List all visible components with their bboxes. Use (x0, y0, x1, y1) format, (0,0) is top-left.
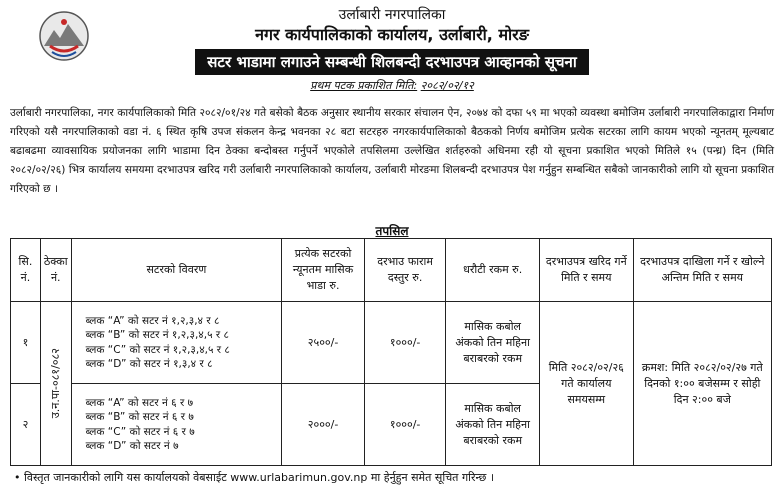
header (0, 6, 784, 93)
header-contract-no: ठेक्का नं. (40, 239, 71, 302)
deposit: मासिक कबोल अंकको तिन महिना बराबरको रकम (446, 302, 540, 384)
table-row (11, 302, 772, 384)
shutter-list (71, 302, 282, 384)
header-min-rent: प्रत्येक सटरको न्यूनतम मासिक भाडा रु. (282, 239, 365, 302)
purchase-deadline: मिति २०८२/०२/२६ गते कार्यालय समयसम्म (539, 302, 633, 466)
form-fee: १०००/- (364, 384, 446, 466)
header-submission-deadline: दरभाउपत्र दाखिला गर्ने र खोल्ने अन्तिम मिति र समय (633, 239, 771, 302)
footer-note-text: विस्तृत जानकारीको लागि यस कार्यालयको वेबसाईट www.urlabarimun.gov.np मा हेर्नुहुन समेत सूचित गरिन्छ । (24, 471, 495, 484)
row-sn: २ (11, 384, 41, 466)
row-sn: १ (11, 302, 41, 384)
header-shutter-details: सटरको विवरण (71, 239, 282, 302)
first-published-label: प्रथम पटक प्रकाशित मिति: (310, 79, 418, 92)
municipality-name: उर्लाबारी नगरपालिका (338, 7, 446, 23)
first-published-date: २०८२/०२/१२ (420, 79, 474, 92)
notice-body: उर्लाबारी नगरपालिका, नगर कार्यपालिकाको मिति २०८२/०१/२४ गते बसेको बैठक अनुसार स्थानीय सरकार संचालन ऐन, २०७४ को दफा ५९ मा भएको व्यवस्था बमोजिम उर्लाबारी नगरपालिकाद्वारा निर्माण गरिएको यसै नगरपालिकाको वडा नं. ६ स्थित कृषि उपज संकलन केन्द्र भवनका २८ बटा सटरहरु नगरकार्यपालिकाको बैठकको निर्णय बमोजिम प्रत्येक सटरका लागि कायम भएको न्यूनतम् मूल्यबाट बढाबढमा व्यावसायिक प्रयोजनका लागि भाडामा दिन ठेक्का बन्दोबस्त गर्नुपर्ने भएकोले तपसिलमा उल्लेखित शर्तहरुको अधिनमा रही यो सूचना प्रकाशित भएको मितिले १५ (पन्ध्र) दिन (मिति २०८२/०२/२६) भित्र कार्यालय समयमा दरभाउपत्र खरिद गरी उर्लाबारी नगरपालिकाको कार्यालय, उर्लाबारी मोरङमा शिलबन्दी दरभाउपत्र पेश गर्नुहुन सम्बन्धित सबैको जानकारीको लागि यो सूचना प्रकाशित गरिएको छ । (10, 107, 774, 195)
shutter-item: ब्लक “D” को सटर नं ७ (85, 440, 179, 452)
first-published (0, 78, 784, 93)
submission-deadline: क्रमश: मिति २०८२/०२/२७ गते दिनको १:०० बजेसम्म र सोही दिन २:०० बजे (633, 302, 771, 466)
shutter-item: ब्लक “A” को सटर नं ६ र ७ (85, 396, 194, 409)
notice-title: सटर भाडामा लगाउने सम्बन्धी शिलबन्दी दरभाउपत्र आव्हानको सूचना (195, 49, 588, 75)
shutter-list (71, 384, 282, 466)
shutter-item: ब्लक “A” को सटर नं १,२,३,४ र ८ (85, 314, 220, 327)
min-rent: २०००/- (282, 384, 365, 466)
deposit: मासिक कबोल अंकको तिन महिना बराबरको रकम (446, 384, 540, 466)
min-rent: २५००/- (282, 302, 365, 384)
shutter-table (10, 238, 772, 466)
shutter-item: ब्लक “D” को सटर नं १,३,४ र ८ (85, 358, 213, 370)
contract-no-cell (40, 302, 71, 466)
header-sn: सि. नं. (11, 239, 41, 302)
table-header-row (11, 239, 772, 302)
shutter-item: ब्लक “C” को सटर नं १,२,३,४,५ र ८ (85, 343, 230, 356)
header-purchase-deadline: दरभाउपत्र खरिद गर्ने मिति र समय (539, 239, 633, 302)
header-deposit: धरौटी रकम रु. (446, 239, 540, 302)
shutter-item: ब्लक “B” को सटर नं ६ र ७ (85, 411, 194, 423)
office-name: नगर कार्यपालिकाको कार्यालय, उर्लाबारी, मोरङ (255, 25, 529, 44)
form-fee: १०००/- (364, 302, 446, 384)
bullet-icon: • (14, 471, 21, 484)
table-caption: तपसिल (375, 224, 409, 238)
shutter-item: ब्लक “C” को सटर नं ६ र ७ (85, 425, 195, 438)
header-form-fee: दरभाउ फाराम दस्तुर रु. (364, 239, 446, 302)
shutter-item: ब्लक “B” को सटर नं १,२,३,४,५ र ८ (85, 329, 229, 341)
footer-note (14, 470, 494, 485)
contract-no: उ.न.पा-०८१/०८२ (48, 348, 62, 419)
